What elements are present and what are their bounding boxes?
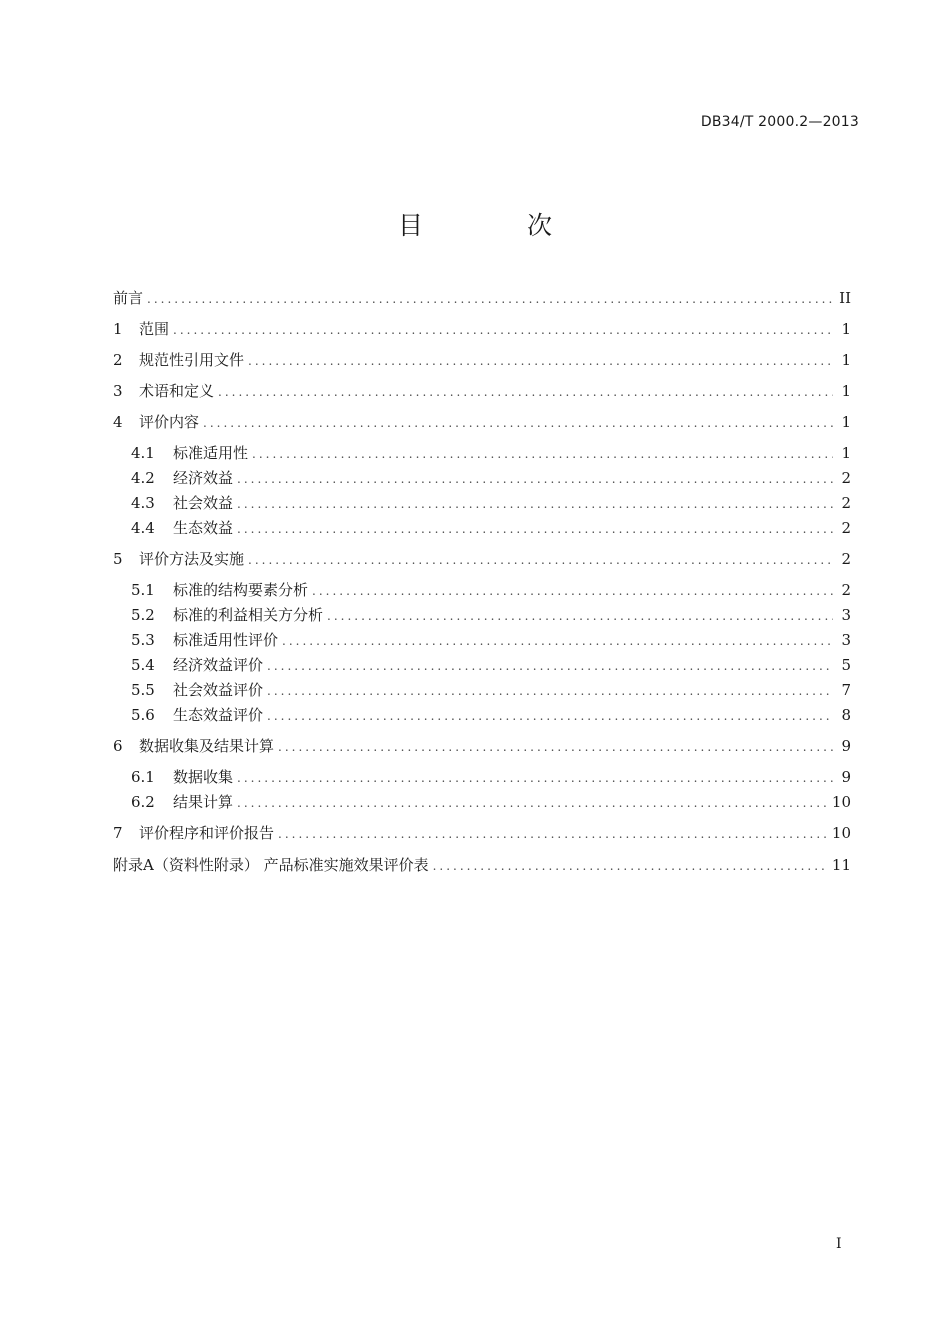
toc-entry-5[interactable] <box>113 549 851 569</box>
toc-entry-7[interactable] <box>113 823 851 843</box>
toc-entry-number: 5 <box>113 550 123 568</box>
toc-entry-5-2[interactable] <box>131 605 851 625</box>
toc-entry-page: 11 <box>831 856 851 874</box>
toc-entry-page: 3 <box>841 606 851 624</box>
toc-entry-5-3[interactable] <box>131 630 851 650</box>
toc-entry-label: 社会效益 <box>173 494 234 512</box>
toc-entry-page: 5 <box>841 656 851 674</box>
toc-entry-1[interactable] <box>113 319 851 339</box>
dot-leader <box>327 606 833 626</box>
dot-leader <box>267 681 833 701</box>
toc-entry-page: 1 <box>841 382 851 400</box>
toc-entry-appendix-a[interactable] <box>113 855 851 875</box>
toc-entry-page: 8 <box>841 706 851 724</box>
dot-leader <box>312 581 833 601</box>
toc-entry-label: 数据收集 <box>173 768 234 786</box>
dot-leader <box>267 656 833 676</box>
dot-leader <box>252 444 833 464</box>
dot-leader <box>267 706 833 726</box>
toc-entry-6-1[interactable] <box>131 767 851 787</box>
toc-entry-4-3[interactable] <box>131 493 851 513</box>
toc-entry-4-2[interactable] <box>131 468 851 488</box>
toc-entry-number: 3 <box>113 382 123 400</box>
dot-leader <box>218 382 833 402</box>
toc-entry-page: 9 <box>841 737 851 755</box>
toc-entry-number: 7 <box>113 824 123 842</box>
dot-leader <box>278 737 833 757</box>
dot-leader <box>433 856 828 876</box>
toc-entry-label: 附录A（资料性附录） 产品标准实施效果评价表 <box>113 856 429 874</box>
toc-entry-page: 10 <box>831 793 851 811</box>
toc-entry-page: 1 <box>841 320 851 338</box>
toc-entry-label: 评价内容 <box>139 413 200 431</box>
toc-entry-number: 5.5 <box>131 681 155 699</box>
toc-entry-label: 结果计算 <box>173 793 234 811</box>
toc-entry-3[interactable] <box>113 381 851 401</box>
toc-entry-number: 6.1 <box>131 768 155 786</box>
toc-entry-label: 生态效益 <box>173 519 234 537</box>
dot-leader <box>203 413 833 433</box>
dot-leader <box>237 494 833 514</box>
toc-entry-label: 经济效益 <box>173 469 234 487</box>
toc-entry-5-6[interactable] <box>131 705 851 725</box>
toc-entry-page: 7 <box>841 681 851 699</box>
dot-leader <box>237 469 833 489</box>
toc-entry-page: 2 <box>841 469 851 487</box>
toc-entry-number: 5.6 <box>131 706 155 724</box>
toc-entry-label: 术语和定义 <box>139 382 215 400</box>
toc-entry-label: 数据收集及结果计算 <box>139 737 275 755</box>
toc-entry-number: 5.1 <box>131 581 155 599</box>
document-code: DB34/T 2000.2—2013 <box>700 114 859 130</box>
toc-entry-number: 1 <box>113 320 123 338</box>
toc-entry-number: 4.1 <box>131 444 155 462</box>
toc-entry-number: 4.2 <box>131 469 155 487</box>
toc-entry-page: II <box>839 289 851 307</box>
toc-entry-page: 10 <box>831 824 851 842</box>
dot-leader <box>173 320 833 340</box>
toc-entry-number: 4 <box>113 413 123 431</box>
toc-entry-label: 规范性引用文件 <box>139 351 245 369</box>
toc-entry-number: 6 <box>113 737 123 755</box>
dot-leader <box>237 768 833 788</box>
toc-entry-label: 标准适用性评价 <box>173 631 279 649</box>
toc-entry-6[interactable] <box>113 736 851 756</box>
toc-entry-label: 前言 <box>113 289 144 307</box>
dot-leader <box>147 289 833 309</box>
toc-entry-number: 5.4 <box>131 656 155 674</box>
toc-entry-5-4[interactable] <box>131 655 851 675</box>
toc-entry-page: 1 <box>841 444 851 462</box>
toc-entry-number: 5.3 <box>131 631 155 649</box>
toc-entry-2[interactable] <box>113 350 851 370</box>
toc-entry-page: 1 <box>841 413 851 431</box>
toc-entry-number: 5.2 <box>131 606 155 624</box>
toc-entry-page: 2 <box>841 550 851 568</box>
toc-entry-4[interactable] <box>113 412 851 432</box>
toc-entry-label: 标准适用性 <box>173 444 249 462</box>
toc-entry-label: 评价方法及实施 <box>139 550 245 568</box>
toc-entry-label: 标准的利益相关方分析 <box>173 606 324 624</box>
dot-leader <box>248 550 833 570</box>
toc-entry-label: 范围 <box>139 320 170 338</box>
toc-entry-page: 3 <box>841 631 851 649</box>
toc-entry-label: 生态效益评价 <box>173 706 264 724</box>
dot-leader <box>237 519 833 539</box>
toc-entry-number: 6.2 <box>131 793 155 811</box>
toc-entry-5-1[interactable] <box>131 580 851 600</box>
toc-entry-page: 1 <box>841 351 851 369</box>
toc-entry-4-4[interactable] <box>131 518 851 538</box>
toc-entry-label: 标准的结构要素分析 <box>173 581 309 599</box>
page-number: I <box>836 1236 842 1252</box>
toc-entry-number: 4.4 <box>131 519 155 537</box>
toc-entry-foreword[interactable] <box>113 288 851 308</box>
toc-entry-4-1[interactable] <box>131 443 851 463</box>
dot-leader <box>282 631 833 651</box>
toc-entry-page: 9 <box>841 768 851 786</box>
dot-leader <box>237 793 828 813</box>
toc-entry-6-2[interactable] <box>131 792 851 812</box>
toc-entry-label: 社会效益评价 <box>173 681 264 699</box>
toc-entry-number: 4.3 <box>131 494 155 512</box>
dot-leader <box>248 351 833 371</box>
toc-entry-5-5[interactable] <box>131 680 851 700</box>
dot-leader <box>278 824 828 844</box>
toc-entry-page: 2 <box>841 494 851 512</box>
toc-entry-page: 2 <box>841 519 851 537</box>
toc-entry-page: 2 <box>841 581 851 599</box>
toc-entry-label: 评价程序和评价报告 <box>139 824 275 842</box>
page-title: 目 次 <box>398 211 600 240</box>
toc-entry-number: 2 <box>113 351 123 369</box>
toc-entry-label: 经济效益评价 <box>173 656 264 674</box>
